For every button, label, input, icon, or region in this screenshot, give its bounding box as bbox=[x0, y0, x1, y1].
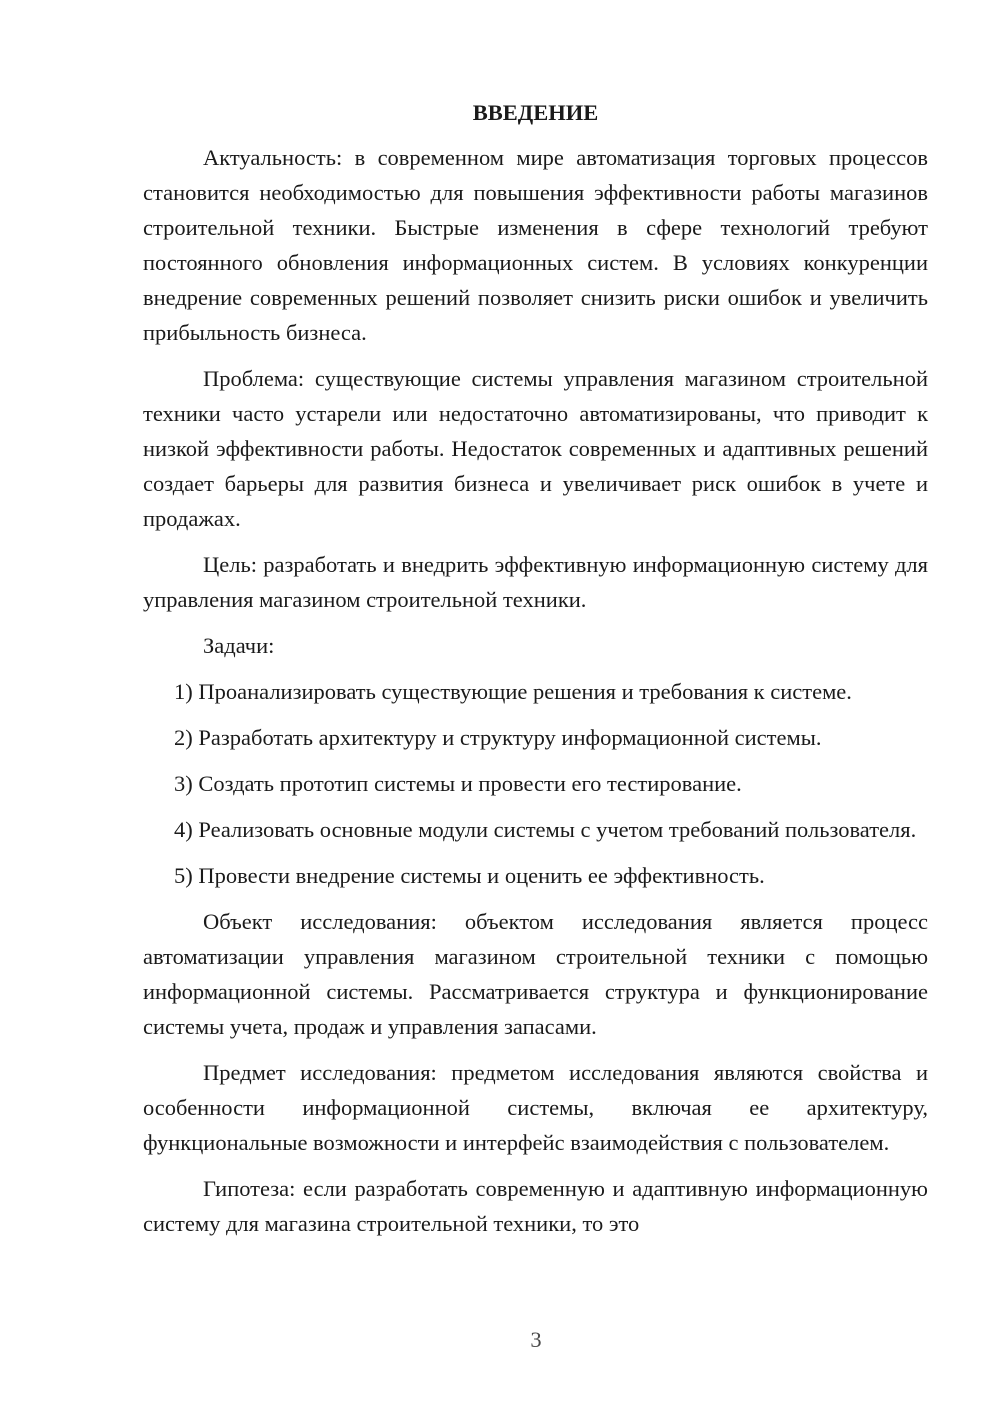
paragraph-relevance: Актуальность: в современном мире автоматизация торговых процессов становится необходимостью для повышения эффективности работы магазинов строительной техники. Быстрые изменения в сфере технологий требуют постоянного обновления информационных систем. В условиях конкуренции внедрение современных решений позволяет снизить риски ошибок и увеличить прибыльность бизнеса. bbox=[143, 145, 928, 345]
document-body bbox=[143, 95, 928, 1241]
page-number: 3 bbox=[530, 1327, 542, 1352]
paragraph-problem: Проблема: существующие системы управления магазином строительной техники часто устарели или недостаточно автоматизированы, что приводит к низкой эффективности работы. Недостаток современных и адаптивных решений создает барьеры для развития бизнеса и увеличивает риск ошибок в учете и продажах. bbox=[143, 366, 928, 531]
task-item-3: 3) Создать прототип системы и провести его тестирование. bbox=[174, 771, 742, 796]
task-item-5: 5) Провести внедрение системы и оценить ее эффективность. bbox=[174, 863, 765, 888]
paragraph-tasks-heading: Задачи: bbox=[203, 633, 275, 658]
paragraph-subject: Предмет исследования: предметом исследования являются свойства и особенности информационной системы, включая ее архитектуру, функциональные возможности и интерфейс взаимодействия с пользователем. bbox=[143, 1060, 928, 1155]
paragraph-hypothesis: Гипотеза: если разработать современную и адаптивную информационную систему для магазина строительной техники, то это bbox=[143, 1176, 928, 1236]
task-item-4: 4) Реализовать основные модули системы с учетом требований пользователя. bbox=[174, 817, 917, 842]
task-item-2: 2) Разработать архитектуру и структуру информационной системы. bbox=[174, 725, 822, 750]
page-title: ВВЕДЕНИЕ bbox=[472, 100, 599, 125]
paragraph-object: Объект исследования: объектом исследования является процесс автоматизации управления магазином строительной техники с помощью информационной системы. Рассматривается структура и функционирование системы учета, продаж и управления запасами. bbox=[143, 909, 928, 1039]
paragraph-goal: Цель: разработать и внедрить эффективную информационную систему для управления магазином строительной техники. bbox=[143, 552, 928, 612]
task-item-1: 1) Проанализировать существующие решения и требования к системе. bbox=[174, 679, 852, 704]
